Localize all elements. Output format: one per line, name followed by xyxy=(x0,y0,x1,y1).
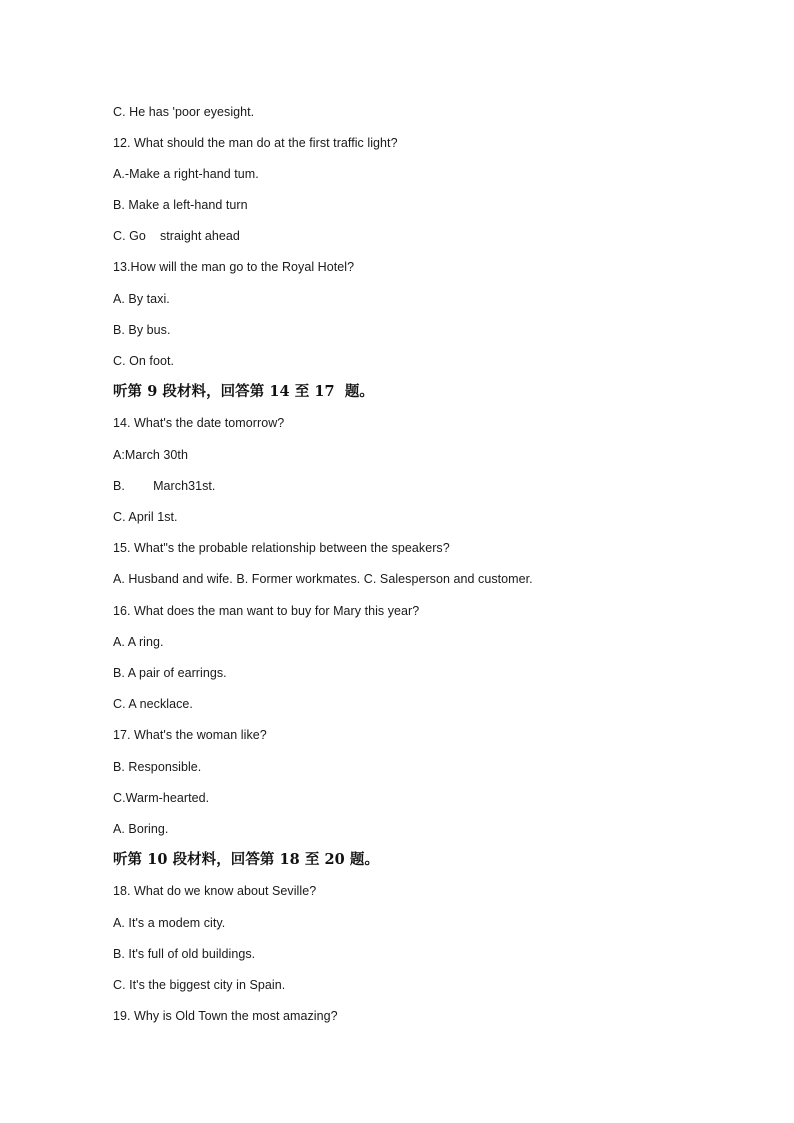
option-line: C. April 1st. xyxy=(113,510,178,524)
option-line: B. By bus. xyxy=(113,323,171,337)
option-line: C. A necklace. xyxy=(113,697,193,711)
option-line: B. It's full of old buildings. xyxy=(113,947,256,961)
section-heading: 听第 9 段材料，回答第 14 至 17 题。 xyxy=(113,383,374,400)
question-line: 17. What's the woman like? xyxy=(113,728,267,742)
option-line: C. Go straight ahead xyxy=(113,229,240,243)
option-line: A. Boring. xyxy=(113,822,169,836)
option-line: B. Make a left-hand turn xyxy=(113,198,248,212)
option-line: B. A pair of earrings. xyxy=(113,666,227,680)
question-line: 12. What should the man do at the first traffic light? xyxy=(113,136,398,150)
option-line: A. Husband and wife. B. Former workmates. C. Salesperson and customer. xyxy=(113,572,533,586)
question-line: 14. What's the date tomorrow? xyxy=(113,416,285,430)
option-line: C.Warm-hearted. xyxy=(113,791,210,805)
option-line: C. On foot. xyxy=(113,354,174,368)
option-line: A. It's a modem city. xyxy=(113,916,226,930)
section-heading: 听第 10 段材料，回答第 18 至 20 题。 xyxy=(113,851,380,868)
option-line: A. A ring. xyxy=(113,635,164,649)
option-line: B. Responsible. xyxy=(113,760,202,774)
question-line: 18. What do we know about Seville? xyxy=(113,884,317,898)
option-line: C. It's the biggest city in Spain. xyxy=(113,978,286,992)
question-line: 15. What"s the probable relationship between the speakers? xyxy=(113,541,450,555)
option-line: A. By taxi. xyxy=(113,292,170,306)
option-line: C. He has 'poor eyesight. xyxy=(113,105,255,119)
question-line: 19. Why is Old Town the most amazing? xyxy=(113,1009,338,1023)
option-line: B. March31st. xyxy=(113,479,216,493)
option-line: A:March 30th xyxy=(113,448,188,462)
question-line: 16. What does the man want to buy for Mary this year? xyxy=(113,604,420,618)
question-line: 13.How will the man go to the Royal Hotel? xyxy=(113,260,355,274)
option-line: A.-Make a right-hand tum. xyxy=(113,167,259,181)
